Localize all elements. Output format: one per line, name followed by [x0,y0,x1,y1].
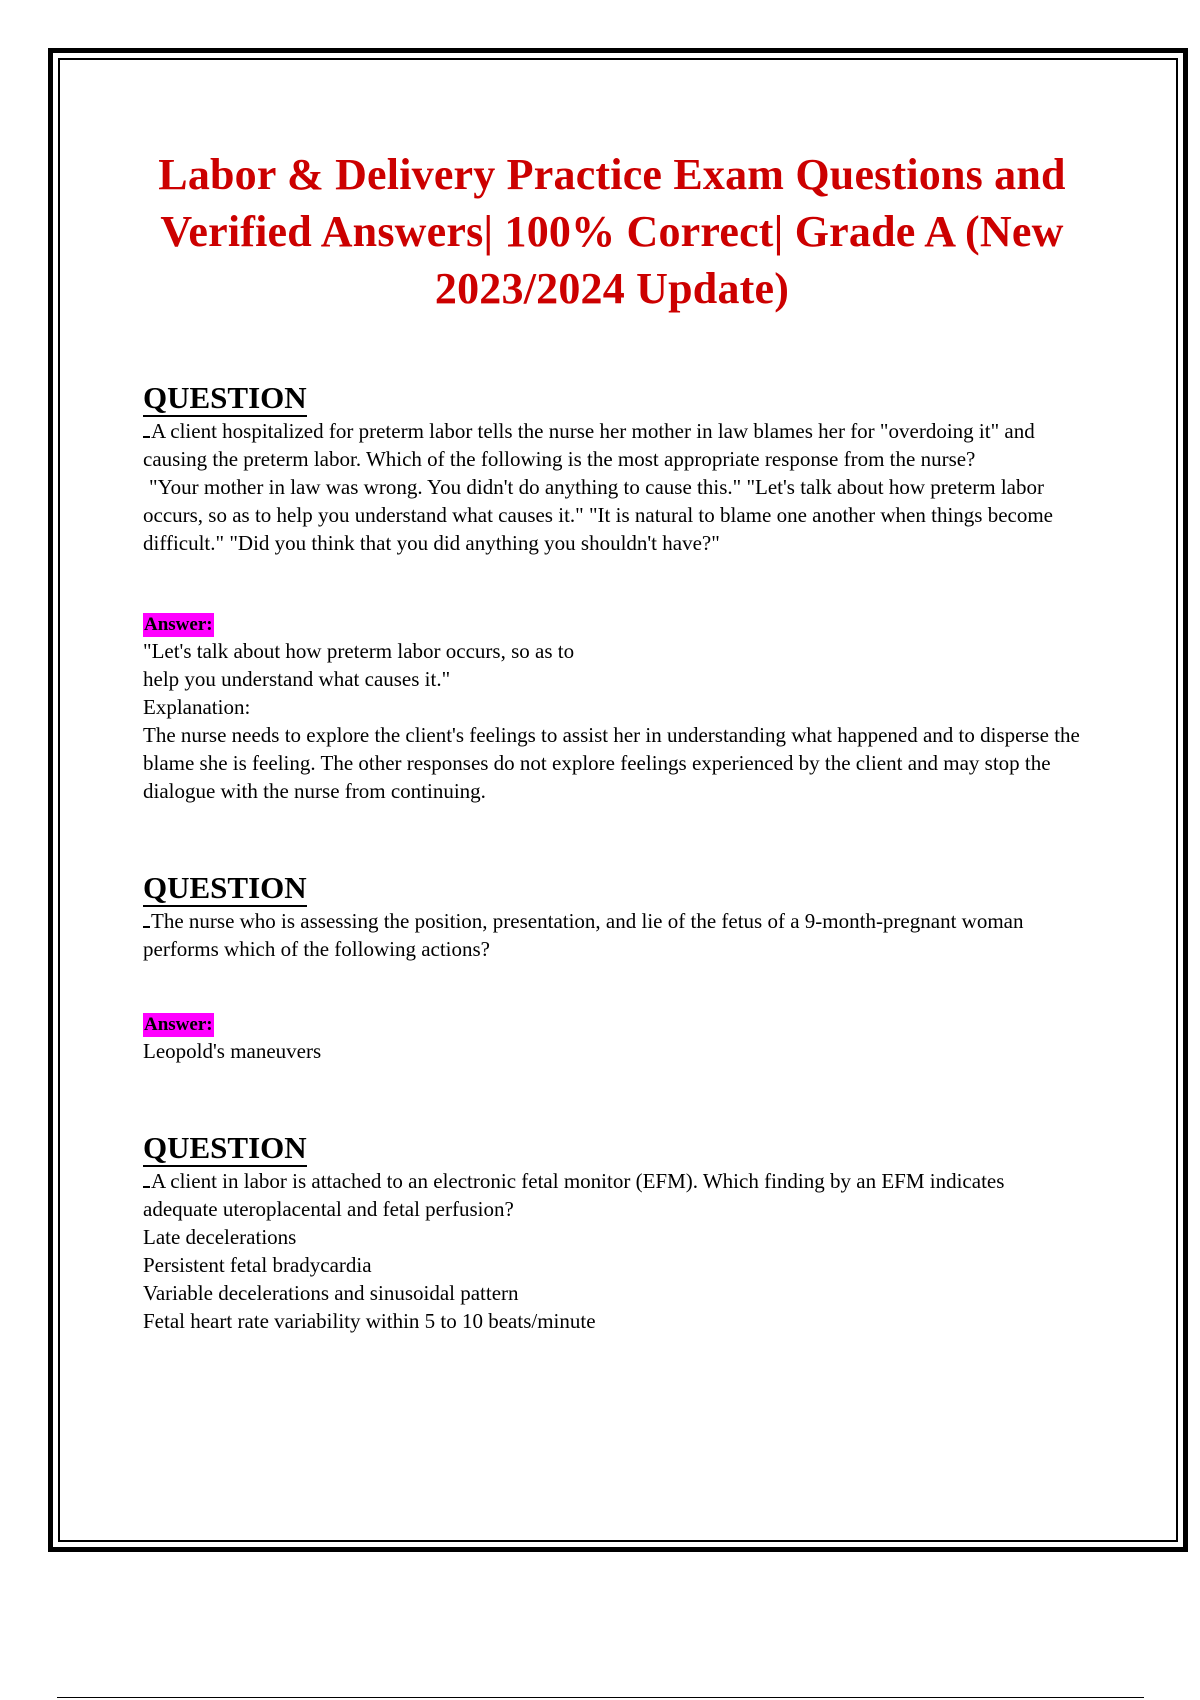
option-item: Persistent fetal bradycardia [143,1253,372,1277]
question-block-3 [143,1131,1081,1335]
question-text: A client in labor is attached to an electronic fetal monitor (EFM). Which finding by an EFM indicates adequate uteroplacental and fetal perfusion? [143,1167,1081,1223]
answer-line: "Let's talk about how preterm labor occurs, so as to [143,639,575,663]
answer-options-list [143,1223,1081,1335]
question-heading: QUESTION [143,380,307,415]
explanation-text: The nurse needs to explore the client's feelings to assist her in understanding what happened and to disperse the blame she is feeling. The other responses do not explore feelings experienced by the client and may stop the dialogue with the nurse from continuing. [143,723,1080,803]
option-item: Fetal heart rate variability within 5 to 10 beats/minute [143,1309,596,1333]
option-item: Late decelerations [143,1225,297,1249]
answer-text: Leopold's maneuvers [143,1039,322,1063]
footer-rule [57,1697,1144,1698]
answer-label: Answer: [144,1014,213,1035]
question-text: A client hospitalized for preterm labor tells the nurse her mother in law blames her for "overdoing it" and causing the preterm labor. Which of the following is the most appropriate response from the nurse? [143,417,1081,473]
document-title: Labor & Delivery Practice Exam Questions and Verified Answers| 100% Correct| Grade A (New 2023/2024 Update) [158,150,1066,313]
answer-section [143,1013,1081,1065]
question-options: "Your mother in law was wrong. You didn't do anything to cause this." "Let's talk about how preterm labor occurs, so as to help you understand what causes it." "It is natural to blame one another when things become difficult." "Did you think that you did anything you shouldn't have?" [143,475,1053,555]
page-outer-frame [48,48,1188,1552]
answer-line: help you understand what causes it." [143,667,451,691]
answer-label: Answer: [144,614,213,635]
page-content [143,60,1081,1335]
page-inner-frame [58,58,1178,1542]
question-block-2 [143,871,1081,1065]
answer-text [143,637,1081,693]
answer-section [143,613,1081,805]
question-text: The nurse who is assessing the position, presentation, and lie of the fetus of a 9-month-pregnant woman performs which of the following actions? [143,907,1081,963]
question-heading: QUESTION [143,870,307,905]
question-heading: QUESTION [143,1130,307,1165]
question-block-1 [143,381,1081,805]
option-item: Variable decelerations and sinusoidal pattern [143,1281,519,1305]
explanation-label: Explanation: [143,695,251,719]
